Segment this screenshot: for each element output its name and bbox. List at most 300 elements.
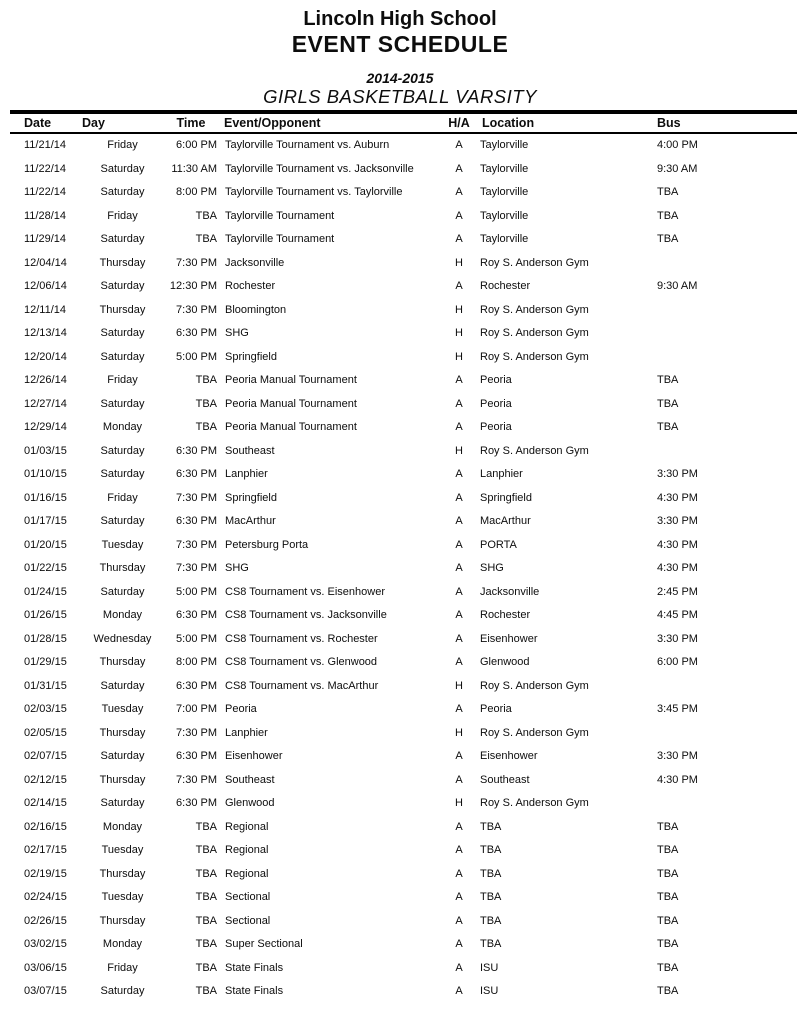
table-row xyxy=(10,204,797,228)
cell-event: Regional xyxy=(225,844,269,857)
column-header-ha: H/A xyxy=(448,115,470,130)
cell-ha: A xyxy=(455,397,463,410)
cell-time: TBA xyxy=(195,233,217,246)
cell-date: 11/28/14 xyxy=(24,209,67,222)
cell-location: Roy S. Anderson Gym xyxy=(480,679,589,692)
cell-location: Taylorville xyxy=(480,233,529,246)
cell-location: Peoria xyxy=(480,703,512,716)
cell-date: 02/14/15 xyxy=(24,797,67,810)
cell-date: 03/06/15 xyxy=(24,961,67,974)
cell-date: 12/20/14 xyxy=(24,350,67,363)
cell-time: TBA xyxy=(195,421,217,434)
cell-time: 5:00 PM xyxy=(176,632,217,645)
cell-event: Glenwood xyxy=(225,797,275,810)
cell-ha: A xyxy=(455,914,463,927)
table-row xyxy=(10,463,797,487)
cell-time: TBA xyxy=(195,209,217,222)
table-row xyxy=(10,792,797,816)
cell-ha: A xyxy=(455,656,463,669)
cell-time: 6:00 PM xyxy=(176,139,217,152)
table-row xyxy=(10,745,797,769)
cell-event: SHG xyxy=(225,327,249,340)
cell-date: 02/26/15 xyxy=(24,914,67,927)
cell-location: TBA xyxy=(480,844,502,857)
cell-time: 7:30 PM xyxy=(176,303,217,316)
cell-date: 02/17/15 xyxy=(24,844,67,857)
cell-day: Monday xyxy=(102,421,143,434)
cell-date: 01/10/15 xyxy=(24,468,67,481)
table-row xyxy=(10,956,797,980)
cell-day: Saturday xyxy=(100,797,145,810)
cell-date: 12/26/14 xyxy=(24,374,67,387)
cell-event: CS8 Tournament vs. MacArthur xyxy=(225,679,379,692)
cell-bus: 4:00 PM xyxy=(657,139,698,152)
cell-location: Taylorville xyxy=(480,139,529,152)
table-row xyxy=(10,369,797,393)
cell-event: CS8 Tournament vs. Glenwood xyxy=(225,656,378,669)
cell-ha: A xyxy=(455,820,463,833)
cell-event: Peoria Manual Tournament xyxy=(225,421,357,434)
cell-date: 11/29/14 xyxy=(24,233,67,246)
cell-day: Tuesday xyxy=(101,703,144,716)
cell-date: 02/07/15 xyxy=(24,750,67,763)
cell-event: CS8 Tournament vs. Jacksonville xyxy=(225,609,387,622)
cell-event: Eisenhower xyxy=(225,750,283,763)
cell-event: Southeast xyxy=(225,773,275,786)
cell-event: Springfield xyxy=(225,491,277,504)
cell-event: CS8 Tournament vs. Eisenhower xyxy=(225,585,385,598)
cell-ha: A xyxy=(455,280,463,293)
cell-date: 01/17/15 xyxy=(24,515,67,528)
cell-ha: A xyxy=(455,891,463,904)
cell-day: Tuesday xyxy=(101,844,144,857)
table-row xyxy=(10,275,797,299)
cell-date: 02/03/15 xyxy=(24,703,67,716)
cell-location: Springfield xyxy=(480,491,532,504)
cell-location: Peoria xyxy=(480,374,512,387)
table-row xyxy=(10,345,797,369)
cell-time: 5:00 PM xyxy=(176,350,217,363)
cell-time: TBA xyxy=(195,374,217,387)
cell-time: 7:30 PM xyxy=(176,491,217,504)
cell-time: 7:30 PM xyxy=(176,256,217,269)
cell-day: Friday xyxy=(107,491,138,504)
cell-bus: TBA xyxy=(657,867,679,880)
cell-location: Roy S. Anderson Gym xyxy=(480,303,589,316)
cell-ha: A xyxy=(455,985,463,998)
table-row xyxy=(10,486,797,510)
cell-day: Wednesday xyxy=(93,632,152,645)
cell-day: Thursday xyxy=(99,773,146,786)
cell-location: Peoria xyxy=(480,421,512,434)
cell-location: Taylorville xyxy=(480,209,529,222)
cell-time: 6:30 PM xyxy=(176,327,217,340)
cell-ha: H xyxy=(455,256,463,269)
cell-location: PORTA xyxy=(480,538,517,551)
cell-date: 11/22/14 xyxy=(24,186,67,199)
table-row xyxy=(10,909,797,933)
season-label: 2014-2015 xyxy=(366,70,434,86)
cell-day: Saturday xyxy=(100,468,145,481)
table-row xyxy=(10,557,797,581)
cell-bus: TBA xyxy=(657,891,679,904)
table-row xyxy=(10,580,797,604)
cell-ha: H xyxy=(455,726,463,739)
cell-date: 01/22/15 xyxy=(24,562,67,575)
cell-location: ISU xyxy=(480,961,499,974)
cell-location: TBA xyxy=(480,938,502,951)
document-title: EVENT SCHEDULE xyxy=(291,31,509,57)
cell-location: Rochester xyxy=(480,280,531,293)
cell-location: TBA xyxy=(480,891,502,904)
cell-date: 01/26/15 xyxy=(24,609,67,622)
cell-location: Rochester xyxy=(480,609,531,622)
cell-day: Thursday xyxy=(99,726,146,739)
cell-date: 11/21/14 xyxy=(24,139,67,152)
cell-date: 01/03/15 xyxy=(24,444,67,457)
cell-ha: A xyxy=(455,632,463,645)
cell-event: Petersburg Porta xyxy=(225,538,309,551)
cell-time: 6:30 PM xyxy=(176,609,217,622)
cell-event: Rochester xyxy=(225,280,276,293)
column-header-day: Day xyxy=(82,115,105,130)
table-row xyxy=(10,933,797,957)
cell-day: Saturday xyxy=(100,233,145,246)
cell-ha: A xyxy=(455,773,463,786)
cell-event: Regional xyxy=(225,820,269,833)
cell-bus: TBA xyxy=(657,985,679,998)
cell-date: 12/04/14 xyxy=(24,256,67,269)
cell-day: Thursday xyxy=(99,656,146,669)
column-header-time: Time xyxy=(176,115,206,130)
cell-bus: 4:30 PM xyxy=(657,773,698,786)
cell-day: Saturday xyxy=(100,327,145,340)
cell-date: 11/22/14 xyxy=(24,162,67,175)
title-block xyxy=(0,8,800,106)
cell-location: Peoria xyxy=(480,397,512,410)
cell-location: Roy S. Anderson Gym xyxy=(480,444,589,457)
column-header-event: Event/Opponent xyxy=(224,115,321,130)
cell-event: Sectional xyxy=(225,891,271,904)
cell-day: Thursday xyxy=(99,562,146,575)
cell-event: Super Sectional xyxy=(225,938,303,951)
cell-day: Saturday xyxy=(100,985,145,998)
cell-time: 6:30 PM xyxy=(176,515,217,528)
cell-day: Saturday xyxy=(100,397,145,410)
cell-time: 8:00 PM xyxy=(176,656,217,669)
cell-ha: H xyxy=(455,350,463,363)
cell-event: Taylorville Tournament vs. Taylorville xyxy=(225,186,403,199)
cell-day: Monday xyxy=(102,938,143,951)
table-row xyxy=(10,627,797,651)
cell-time: 7:30 PM xyxy=(176,538,217,551)
team-name: GIRLS BASKETBALL VARSITY xyxy=(263,86,537,107)
table-row xyxy=(10,510,797,534)
cell-location: TBA xyxy=(480,867,502,880)
table-row xyxy=(10,533,797,557)
cell-day: Saturday xyxy=(100,350,145,363)
cell-date: 12/29/14 xyxy=(24,421,67,434)
cell-ha: A xyxy=(455,703,463,716)
table-row xyxy=(10,157,797,181)
cell-ha: A xyxy=(455,209,463,222)
cell-day: Saturday xyxy=(100,280,145,293)
table-row xyxy=(10,980,797,1004)
cell-location: Eisenhower xyxy=(480,632,538,645)
cell-location: Roy S. Anderson Gym xyxy=(480,797,589,810)
cell-day: Saturday xyxy=(100,515,145,528)
cell-date: 01/16/15 xyxy=(24,491,67,504)
cell-ha: A xyxy=(455,162,463,175)
cell-day: Saturday xyxy=(100,750,145,763)
cell-bus: 6:00 PM xyxy=(657,656,698,669)
cell-location: Glenwood xyxy=(480,656,530,669)
cell-event: Southeast xyxy=(225,444,275,457)
cell-bus: TBA xyxy=(657,374,679,387)
cell-time: TBA xyxy=(195,938,217,951)
cell-location: Roy S. Anderson Gym xyxy=(480,327,589,340)
table-header-row xyxy=(10,114,797,131)
cell-location: Roy S. Anderson Gym xyxy=(480,726,589,739)
cell-time: TBA xyxy=(195,867,217,880)
cell-time: 7:30 PM xyxy=(176,562,217,575)
cell-time: 7:30 PM xyxy=(176,773,217,786)
column-header-location: Location xyxy=(482,115,535,130)
cell-time: 6:30 PM xyxy=(176,797,217,810)
cell-ha: H xyxy=(455,303,463,316)
cell-event: MacArthur xyxy=(225,515,276,528)
table-row xyxy=(10,886,797,910)
cell-day: Saturday xyxy=(100,585,145,598)
cell-bus: TBA xyxy=(657,961,679,974)
table-row xyxy=(10,439,797,463)
cell-day: Tuesday xyxy=(101,538,144,551)
cell-date: 01/20/15 xyxy=(24,538,67,551)
cell-day: Friday xyxy=(107,139,138,152)
cell-date: 02/16/15 xyxy=(24,820,67,833)
cell-time: TBA xyxy=(195,985,217,998)
table-row xyxy=(10,721,797,745)
cell-bus: TBA xyxy=(657,820,679,833)
cell-bus: TBA xyxy=(657,938,679,951)
cell-event: Taylorville Tournament xyxy=(225,233,335,246)
cell-location: Taylorville xyxy=(480,186,529,199)
cell-day: Saturday xyxy=(100,679,145,692)
cell-ha: A xyxy=(455,374,463,387)
cell-bus: 3:45 PM xyxy=(657,703,698,716)
cell-date: 03/02/15 xyxy=(24,938,67,951)
cell-date: 12/27/14 xyxy=(24,397,67,410)
cell-ha: A xyxy=(455,609,463,622)
cell-event: Taylorville Tournament vs. Jacksonville xyxy=(225,162,414,175)
cell-location: Roy S. Anderson Gym xyxy=(480,350,589,363)
cell-date: 01/24/15 xyxy=(24,585,67,598)
cell-date: 12/06/14 xyxy=(24,280,67,293)
cell-day: Monday xyxy=(102,820,143,833)
cell-ha: A xyxy=(455,938,463,951)
table-row xyxy=(10,815,797,839)
cell-date: 01/28/15 xyxy=(24,632,67,645)
cell-time: 12:30 PM xyxy=(169,280,217,293)
cell-time: 7:00 PM xyxy=(176,703,217,716)
cell-bus: TBA xyxy=(657,186,679,199)
cell-ha: A xyxy=(455,961,463,974)
cell-ha: A xyxy=(455,491,463,504)
cell-day: Tuesday xyxy=(101,891,144,904)
table-row xyxy=(10,181,797,205)
cell-bus: 2:45 PM xyxy=(657,585,698,598)
cell-event: State Finals xyxy=(225,961,284,974)
cell-time: TBA xyxy=(195,820,217,833)
cell-date: 02/24/15 xyxy=(24,891,67,904)
cell-time: TBA xyxy=(195,397,217,410)
table-row xyxy=(10,698,797,722)
cell-day: Saturday xyxy=(100,444,145,457)
cell-location: Southeast xyxy=(480,773,530,786)
cell-location: Roy S. Anderson Gym xyxy=(480,256,589,269)
cell-event: Sectional xyxy=(225,914,271,927)
cell-time: 6:30 PM xyxy=(176,750,217,763)
table-row xyxy=(10,839,797,863)
cell-time: TBA xyxy=(195,914,217,927)
cell-date: 01/29/15 xyxy=(24,656,67,669)
cell-date: 03/07/15 xyxy=(24,985,67,998)
cell-time: TBA xyxy=(195,961,217,974)
cell-event: Springfield xyxy=(225,350,277,363)
cell-day: Friday xyxy=(107,961,138,974)
table-row xyxy=(10,392,797,416)
cell-time: 11:30 AM xyxy=(171,162,217,175)
cell-location: Taylorville xyxy=(480,162,529,175)
table-row xyxy=(10,416,797,440)
cell-ha: A xyxy=(455,585,463,598)
cell-ha: H xyxy=(455,679,463,692)
cell-event: Regional xyxy=(225,867,269,880)
cell-ha: A xyxy=(455,750,463,763)
cell-event: Peoria Manual Tournament xyxy=(225,374,357,387)
cell-ha: A xyxy=(455,538,463,551)
cell-location: Jacksonville xyxy=(480,585,540,598)
divider-thick xyxy=(10,110,797,114)
column-header-date: Date xyxy=(24,115,52,130)
cell-ha: A xyxy=(455,468,463,481)
cell-event: Jacksonville xyxy=(225,256,285,269)
cell-ha: A xyxy=(455,186,463,199)
cell-bus: 4:30 PM xyxy=(657,491,698,504)
cell-event: Taylorville Tournament xyxy=(225,209,335,222)
table-row xyxy=(10,862,797,886)
cell-event: SHG xyxy=(225,562,249,575)
cell-time: 6:30 PM xyxy=(176,679,217,692)
cell-day: Thursday xyxy=(99,303,146,316)
cell-location: SHG xyxy=(480,562,504,575)
cell-bus: TBA xyxy=(657,421,679,434)
cell-bus: TBA xyxy=(657,844,679,857)
cell-day: Friday xyxy=(107,374,138,387)
cell-ha: A xyxy=(455,867,463,880)
cell-location: Eisenhower xyxy=(480,750,538,763)
cell-time: 6:30 PM xyxy=(176,468,217,481)
cell-day: Thursday xyxy=(99,256,146,269)
cell-day: Monday xyxy=(102,609,143,622)
cell-location: TBA xyxy=(480,820,502,833)
table-row xyxy=(10,134,797,158)
cell-ha: A xyxy=(455,515,463,528)
cell-bus: 4:30 PM xyxy=(657,538,698,551)
cell-time: TBA xyxy=(195,891,217,904)
cell-date: 12/13/14 xyxy=(24,327,67,340)
cell-ha: A xyxy=(455,421,463,434)
cell-ha: A xyxy=(455,233,463,246)
cell-day: Thursday xyxy=(99,867,146,880)
cell-event: Taylorville Tournament vs. Auburn xyxy=(225,139,390,152)
cell-day: Saturday xyxy=(100,162,145,175)
cell-event: Peoria Manual Tournament xyxy=(225,397,357,410)
table-row xyxy=(10,674,797,698)
cell-date: 02/19/15 xyxy=(24,867,67,880)
table-row xyxy=(10,604,797,628)
cell-location: ISU xyxy=(480,985,499,998)
cell-event: Peoria xyxy=(225,703,257,716)
cell-date: 02/12/15 xyxy=(24,773,67,786)
cell-event: Bloomington xyxy=(225,303,287,316)
cell-bus: 3:30 PM xyxy=(657,468,698,481)
cell-date: 02/05/15 xyxy=(24,726,67,739)
table-row xyxy=(10,298,797,322)
table-row xyxy=(10,768,797,792)
cell-date: 01/31/15 xyxy=(24,679,67,692)
cell-location: TBA xyxy=(480,914,502,927)
cell-location: MacArthur xyxy=(480,515,531,528)
cell-ha: H xyxy=(455,327,463,340)
cell-bus: TBA xyxy=(657,233,679,246)
schedule-table-body xyxy=(10,134,797,1004)
cell-bus: 4:30 PM xyxy=(657,562,698,575)
table-row xyxy=(10,322,797,346)
cell-bus: 3:30 PM xyxy=(657,632,698,645)
cell-time: 7:30 PM xyxy=(176,726,217,739)
table-row xyxy=(10,651,797,675)
cell-ha: H xyxy=(455,444,463,457)
cell-location: Lanphier xyxy=(480,468,523,481)
cell-day: Friday xyxy=(107,209,138,222)
cell-bus: 9:30 AM xyxy=(657,280,698,293)
cell-day: Saturday xyxy=(100,186,145,199)
cell-bus: TBA xyxy=(657,397,679,410)
cell-bus: 4:45 PM xyxy=(657,609,698,622)
school-name: Lincoln High School xyxy=(303,8,497,30)
cell-ha: H xyxy=(455,797,463,810)
table-row xyxy=(10,228,797,252)
cell-event: CS8 Tournament vs. Rochester xyxy=(225,632,378,645)
cell-date: 12/11/14 xyxy=(24,303,67,316)
cell-bus: TBA xyxy=(657,914,679,927)
cell-time: 5:00 PM xyxy=(176,585,217,598)
cell-bus: TBA xyxy=(657,209,679,222)
cell-event: State Finals xyxy=(225,985,284,998)
cell-day: Thursday xyxy=(99,914,146,927)
cell-time: 8:00 PM xyxy=(176,186,217,199)
cell-ha: A xyxy=(455,139,463,152)
cell-bus: 9:30 AM xyxy=(657,162,698,175)
table-row xyxy=(10,251,797,275)
cell-time: 6:30 PM xyxy=(176,444,217,457)
cell-ha: A xyxy=(455,844,463,857)
cell-event: Lanphier xyxy=(225,468,268,481)
column-header-bus: Bus xyxy=(657,115,681,130)
cell-bus: 3:30 PM xyxy=(657,515,698,528)
cell-time: TBA xyxy=(195,844,217,857)
